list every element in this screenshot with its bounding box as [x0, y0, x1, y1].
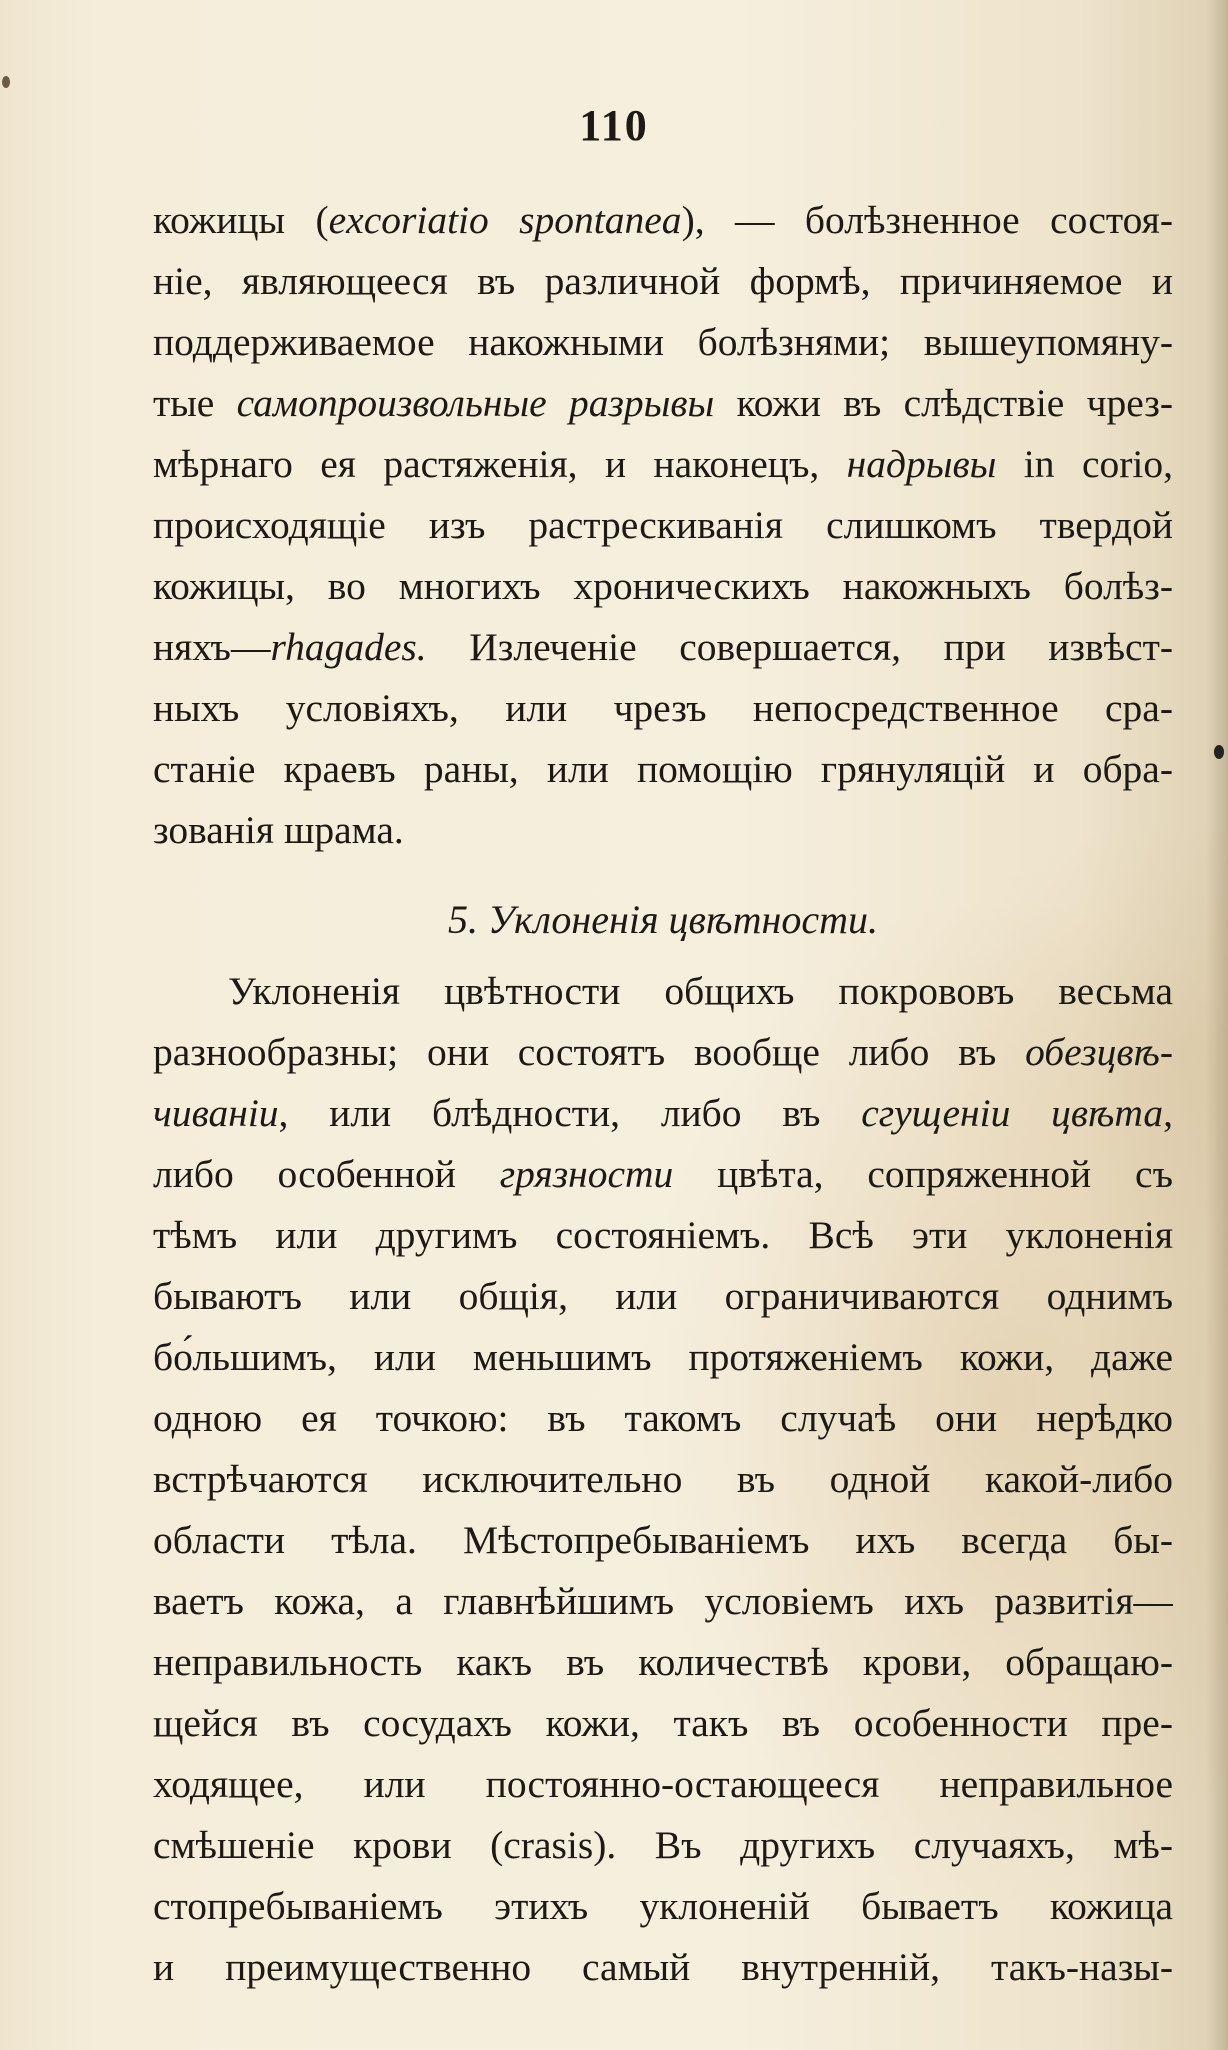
paragraph-color-deviations: [153, 961, 1173, 1998]
italic-term: надрывы: [846, 442, 997, 486]
text-line: поддерживаемое накожными болѣзнями; вышеупомяну-: [153, 320, 1173, 364]
text-line: Уклоненія цвѣтности общихъ покрововъ весьма: [228, 969, 1173, 1013]
text-line: встрѣчаются исключительно въ одной какой-либо: [153, 1457, 1173, 1501]
text-line: мѣрнаго ея растяженія, и наконецъ, надрывы in corio,: [153, 442, 1173, 486]
italic-term: обезцвѣ-: [1025, 1030, 1173, 1074]
text-line: либо особенной грязности цвѣта, сопряженной съ: [153, 1152, 1173, 1196]
text-line: ваетъ кожа, а главнѣйшимъ условіемъ ихъ развитія—: [153, 1579, 1173, 1623]
text-line: кожицы, во многихъ хроническихъ накожныхъ болѣз-: [153, 564, 1173, 608]
text-line: и преимущественно самый внутренній, такъ-назы-: [153, 1945, 1173, 1989]
text-line: ніе, являющееся въ различной формѣ, причиняемое и: [153, 259, 1173, 303]
italic-term: rhagades.: [270, 625, 427, 669]
section-heading: 5. Уклоненія цвѣтности.: [448, 897, 878, 942]
text-line: тые самопроизвольные разрывы кожи въ слѣдствіе чрез-: [153, 381, 1173, 425]
italic-term: чиваніи: [153, 1091, 279, 1135]
text-line: ныхъ условіяхъ, или чрезъ непосредственное сра-: [153, 686, 1173, 730]
italic-term: самопроизвольные разрывы: [236, 381, 715, 425]
text-line: чиваніи, или блѣдности, либо въ сгущеніи цвѣта,: [153, 1091, 1173, 1135]
paragraph-excoriation: [153, 190, 1173, 861]
text-line: неправильность какъ въ количествѣ крови, обращаю-: [153, 1640, 1173, 1684]
text-line: ходящее, или постоянно-остающееся неправильное: [153, 1762, 1173, 1806]
italic-term: excoriatio spontanea: [328, 198, 682, 242]
text-line: станіе краевъ раны, или помощію грянуляцій и обра-: [153, 747, 1173, 791]
text-line: смѣшеніе крови (crasis). Въ другихъ случаяхъ, мѣ-: [153, 1823, 1173, 1867]
text-line: разнообразны; они состоятъ вообще либо въ обезцвѣ-: [153, 1030, 1173, 1074]
text-line: няхъ—rhagades. Излеченіе совершается, при извѣст-: [153, 625, 1173, 669]
page-gutter-shadow: [1206, 0, 1228, 2050]
text-line: бо́льшимъ, или меньшимъ протяженіемъ кожи, даже: [153, 1335, 1173, 1379]
text-line: происходящіе изъ растрескиванія слишкомъ твердой: [153, 503, 1173, 547]
text-line: бываютъ или общія, или ограничиваются однимъ: [153, 1274, 1173, 1318]
text-line: щейся въ сосудахъ кожи, такъ въ особенности пре-: [153, 1701, 1173, 1745]
text-line: кожицы (excoriatio spontanea), — болѣзненное состоя-: [153, 198, 1173, 242]
italic-term: грязности: [499, 1152, 674, 1196]
text-line: одною ея точкою: въ такомъ случаѣ они нерѣдко: [153, 1396, 1173, 1440]
page-number: 110: [579, 101, 649, 150]
italic-term: сгущеніи цвѣта: [861, 1091, 1164, 1135]
text-line: зованія шрама.: [153, 808, 404, 852]
margin-ink-mark: [1214, 745, 1224, 759]
text-line: тѣмъ или другимъ состояніемъ. Всѣ эти уклоненія: [153, 1213, 1173, 1257]
body-text: [153, 190, 1173, 1998]
text-line: стопребываніемъ этихъ уклоненій бываетъ кожица: [153, 1884, 1173, 1928]
text-line: области тѣла. Мѣстопребываніемъ ихъ всегда бы-: [153, 1518, 1173, 1562]
ink-spot: [2, 76, 10, 88]
